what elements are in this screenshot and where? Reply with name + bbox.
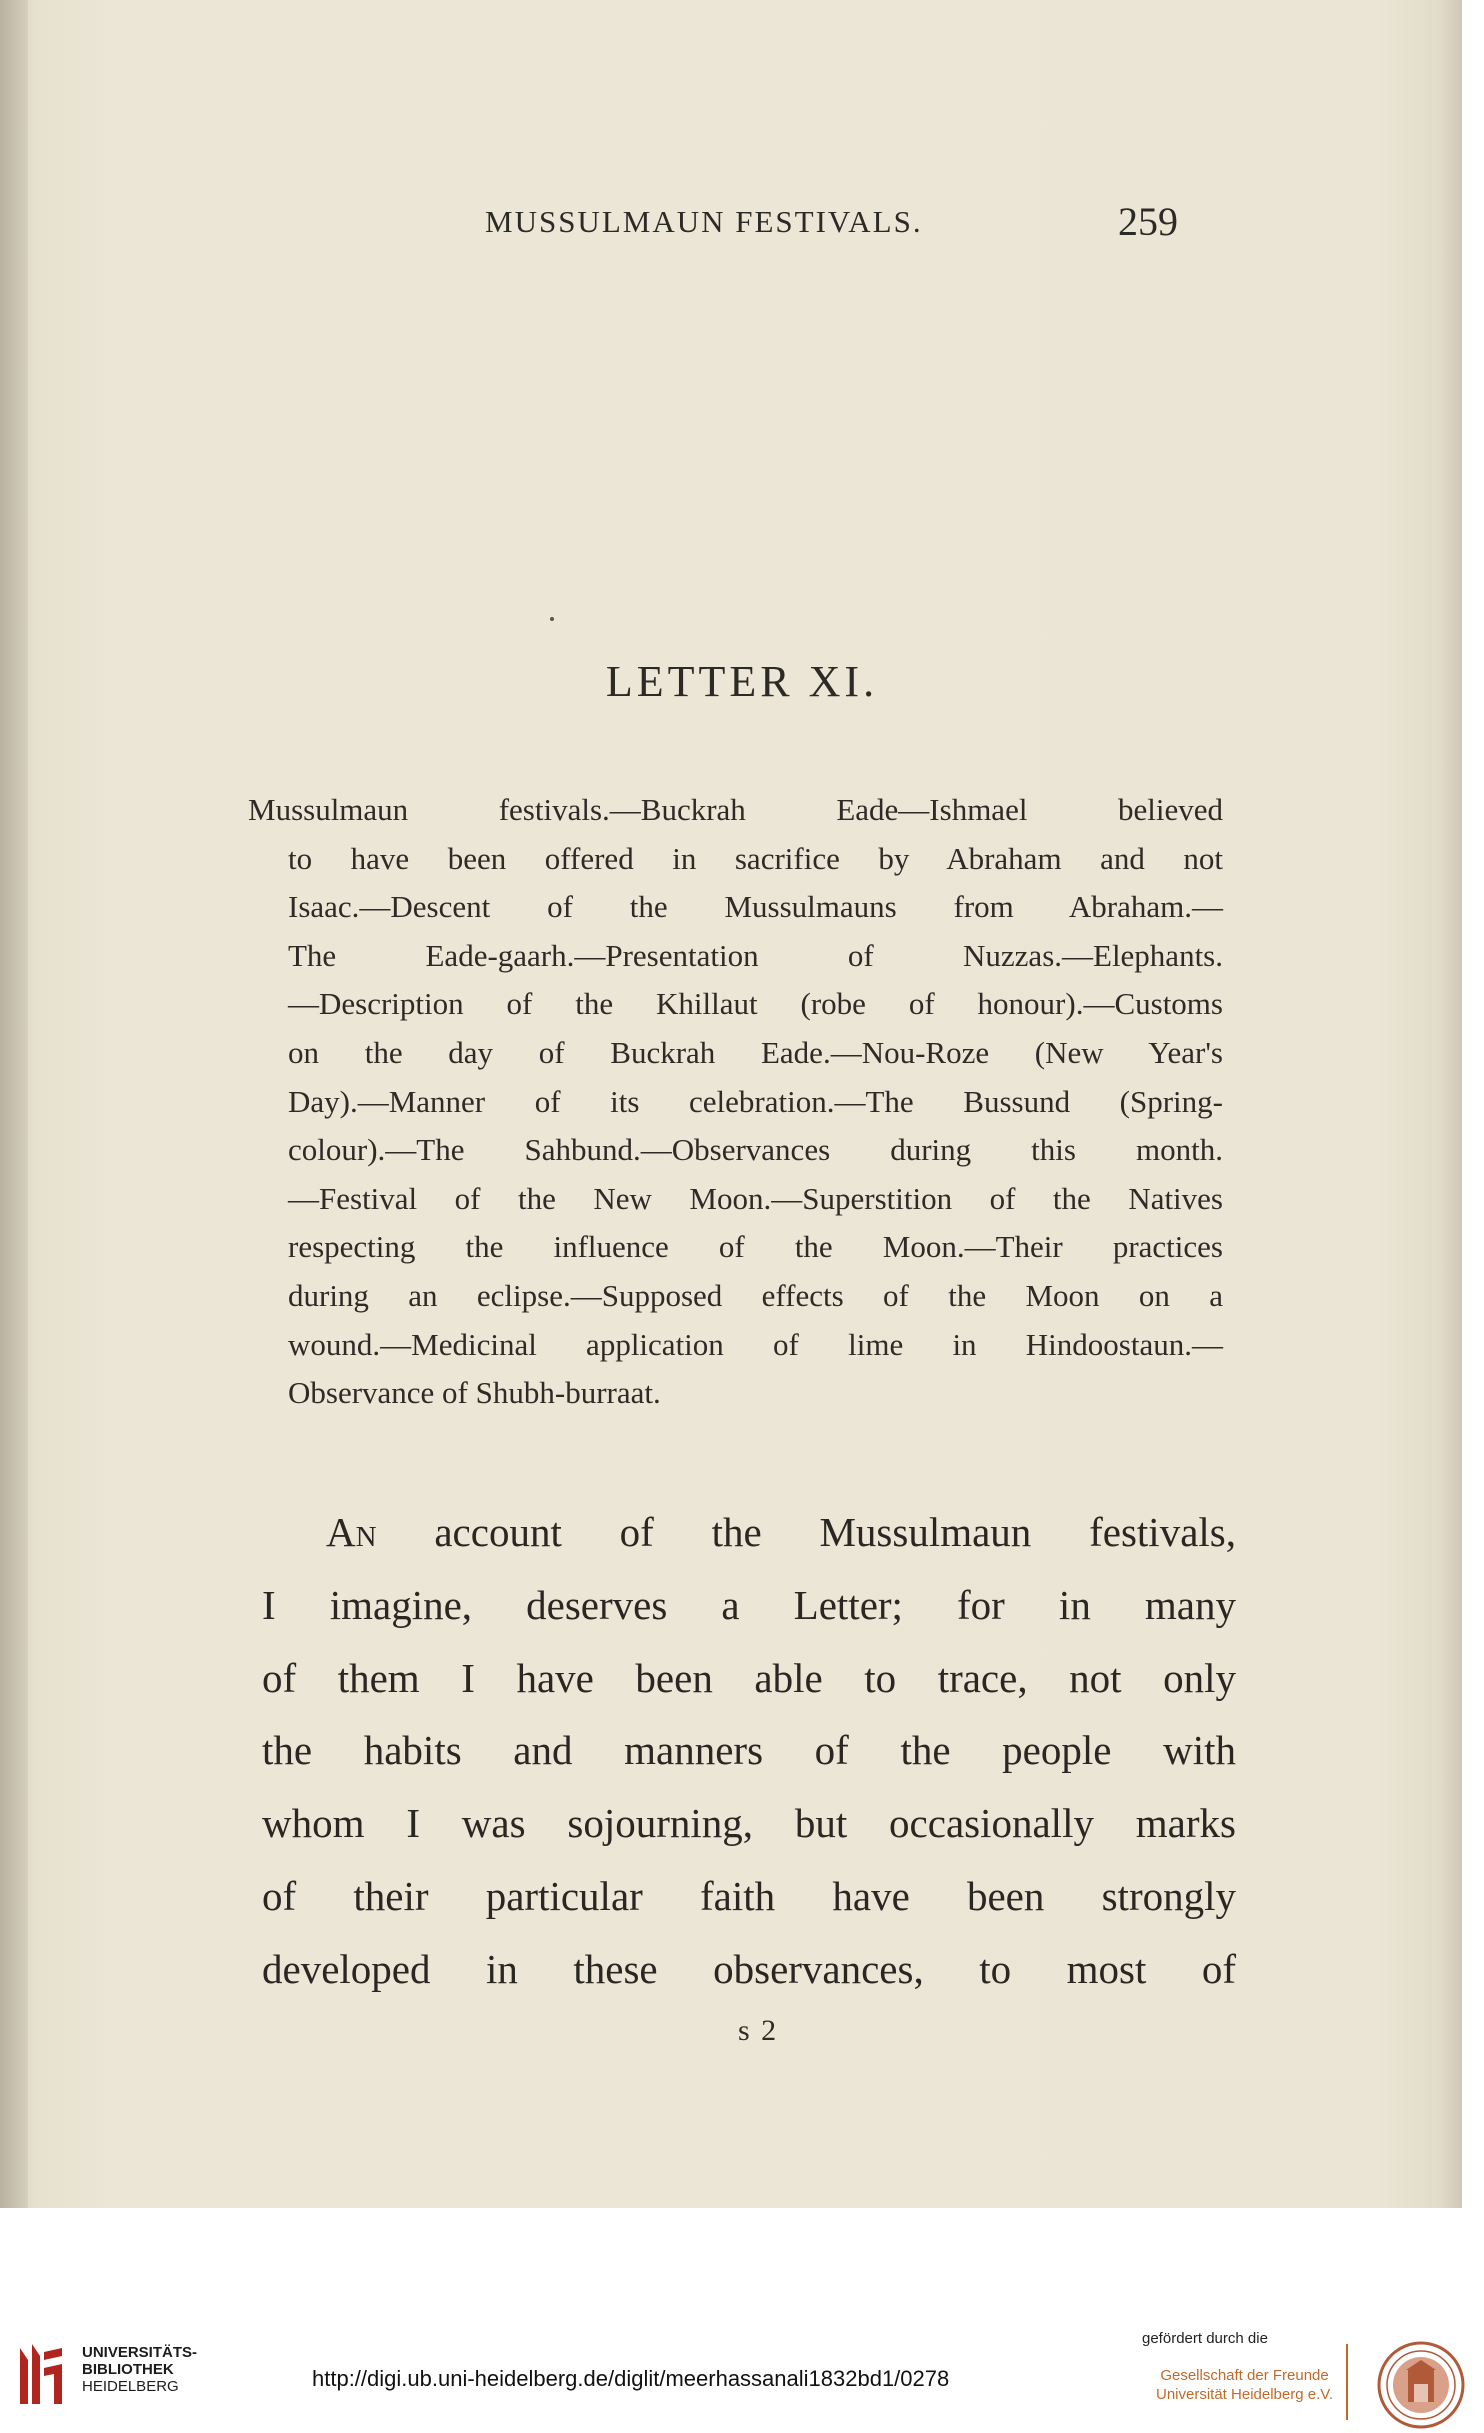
summary-line: on the day of Buckrah Eade.—Nou-Roze (New Year's (288, 1034, 1223, 1070)
body-line: whom I was sojourning, but occasionally marks (262, 1800, 1236, 1847)
library-logo-icon[interactable] (14, 2338, 68, 2410)
summary-line: to have been offered in sacrifice by Abraham and not (288, 840, 1223, 876)
library-name-line: BIBLIOTHEK (82, 2361, 174, 2378)
university-seal-icon (1376, 2340, 1466, 2430)
summary-line: —Description of the Khillaut (robe of honour).—Customs (288, 986, 1223, 1022)
summary-line: Observance of Shubh-burraat. (288, 1375, 661, 1411)
body-text (262, 1496, 1236, 2006)
letter-heading: LETTER XI. (605, 657, 879, 706)
body-line: of them I have been able to trace, not only (262, 1654, 1236, 1701)
summary-line: colour).—The Sahbund.—Observances during this month. (288, 1132, 1223, 1168)
summary-line: wound.—Medicinal application of lime in Hindoostaun.— (288, 1326, 1223, 1362)
summary-line: —Festival of the New Moon.—Superstition of the Natives (288, 1180, 1223, 1216)
body-line: the habits and manners of the people with (262, 1727, 1236, 1774)
page-number: 259 (1118, 199, 1178, 244)
sponsor-divider (1346, 2344, 1348, 2420)
running-title: MUSSULMAUN FESTIVALS. (485, 204, 923, 239)
chapter-summary (248, 786, 1223, 1418)
sponsor-name[interactable] (1156, 2366, 1333, 2404)
body-line-rest: account of the Mussulmaun festivals, (376, 1509, 1236, 1555)
sponsor-name-line: Universität Heidelberg e.V. (1156, 2386, 1334, 2403)
summary-line: during an eclipse.—Supposed effects of the Moon on a (288, 1277, 1223, 1313)
summary-line: Day).—Manner of its celebration.—The Bussund (Spring- (288, 1083, 1223, 1119)
summary-line: Mussulmaun festivals.—Buckrah Eade—Ishmael believed (248, 792, 1223, 827)
sponsor-label: gefördert durch die (1142, 2330, 1268, 2347)
signature-mark: s 2 (738, 2014, 779, 2047)
permalink-url[interactable]: http://digi.ub.uni-heidelberg.de/diglit/meerhassanali1832bd1/0278 (312, 2366, 950, 2391)
body-line: I imagine, deserves a Letter; for in many (262, 1581, 1236, 1628)
library-name-line: HEIDELBERG (82, 2378, 179, 2395)
summary-line: respecting the influence of the Moon.—Their practices (288, 1229, 1223, 1265)
summary-line: The Eade-gaarh.—Presentation of Nuzzas.—Elephants. (288, 937, 1223, 973)
body-line: developed in these observances, to most of (262, 1945, 1236, 1992)
sponsor-name-line: Gesellschaft der Freunde (1160, 2367, 1329, 2384)
summary-line: Isaac.—Descent of the Mussulmauns from Abraham.— (288, 889, 1223, 925)
print-speck (550, 617, 554, 621)
body-line: of their particular faith have been strongly (262, 1872, 1236, 1919)
body-line (262, 1496, 1236, 1569)
page-binding-edge (0, 0, 28, 2208)
library-name (82, 2344, 197, 2395)
drop-word: An (326, 1509, 377, 1555)
library-name-line: UNIVERSITÄTS- (82, 2344, 198, 2361)
